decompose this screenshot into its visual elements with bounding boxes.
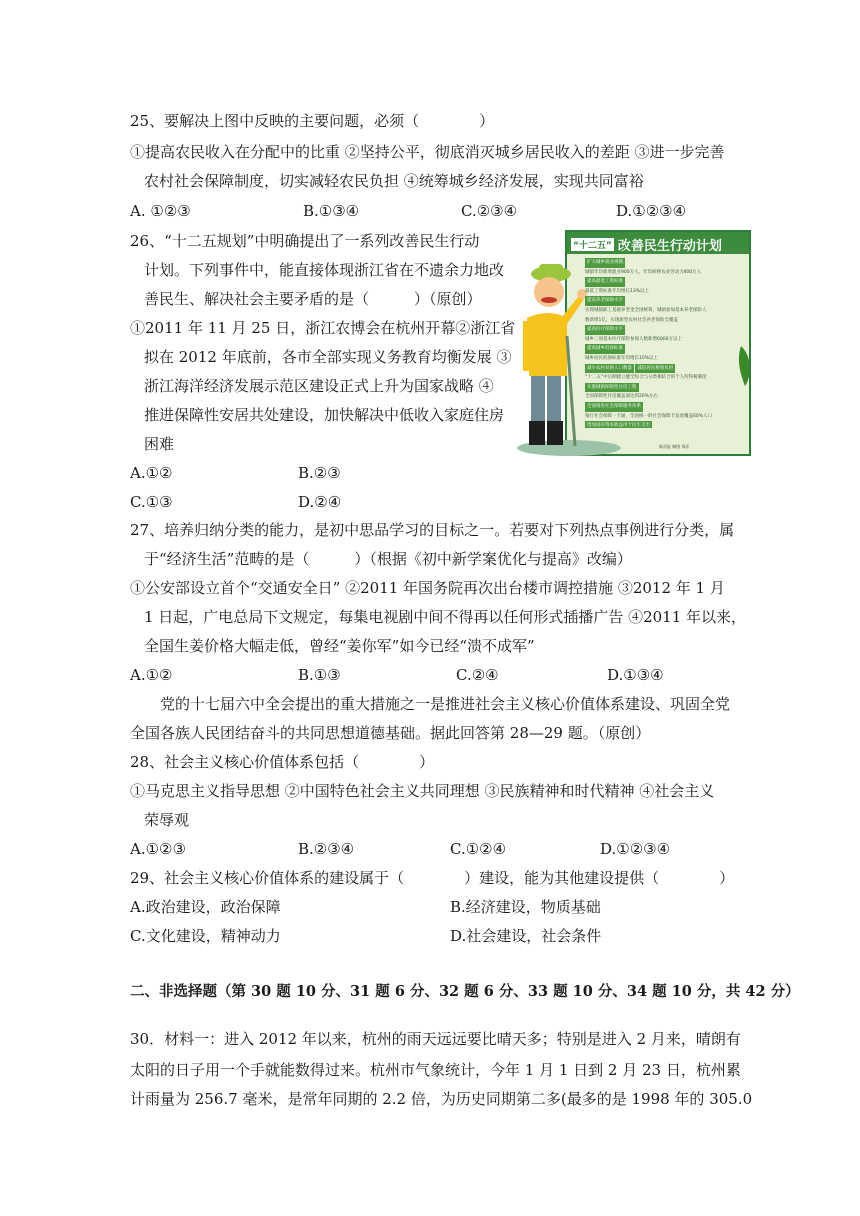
q27-line-5: 全国生姜价格大幅走低，曾经“姜你军”如今已经“溃不成军” (144, 637, 535, 655)
poster-item-list (585, 258, 745, 428)
poster-item: 城乡居民低保标准年均增长10%以上 (585, 355, 659, 361)
q26-choice-d: D.②④ (298, 493, 342, 511)
poster-item: 城乡三项基本医疗保险参保人数新增6000万以上 (585, 336, 682, 342)
q25-choice-a: A. ①②③ (130, 202, 191, 220)
poster-item: 减轻居民税收负担 (635, 364, 675, 374)
q26-line-4: ①2011 年 11 月 25 日，浙江农博会在杭州开幕②浙江省 (130, 319, 516, 337)
q27-choice-d: D.①③④ (607, 666, 664, 684)
q25-choice-b: B.①③④ (303, 202, 360, 220)
q28-choice-c: C.①②④ (450, 840, 507, 858)
q30-line-2: 太阳的日子用一个手就能数得过来。杭州市气象统计，今年 1 月 1 日到 2 月 23 日，杭州累 (130, 1061, 741, 1079)
poster-source: 新京报 制图 郑乐 (659, 444, 690, 449)
q28-choice-b: B.②③④ (298, 840, 355, 858)
poster-item: 实现城镇职工基础养老金全国统筹，城镇参加基本养老保险人 (585, 307, 707, 313)
q27-line-4: 1 日起，广电总局下文规定，每集电视剧中间不得再以任何形式插播广告 ④2011 年以来， (144, 608, 747, 626)
q25-stem: 25、要解决上图中反映的主要问题，必须（ ） (130, 112, 495, 130)
q26-line-5: 拟在 2012 年底前，各市全部实现义务教育均衡发展 ③ (144, 348, 512, 366)
q29-choice-b: B.经济建设，物质基础 (450, 898, 601, 916)
poster-item: 增加国有资本收益用于民生支出 (585, 421, 652, 428)
q27-line-2: 于“经济生活”范畴的是（ ）（根据《初中新学案优化与提高》改编） (144, 550, 632, 568)
poster-badge: “十二五” (571, 238, 614, 251)
q26-line-1: 26、“十二五规划”中明确提出了一系列改善民生行动 (130, 232, 480, 250)
q26-choice-b: B.②③ (298, 464, 341, 482)
q26-line-8: 困难 (144, 435, 175, 453)
poster-item: 提高医疗保障水平 (585, 325, 625, 335)
q28-options-line-2: 荣辱观 (144, 811, 190, 829)
q25-options-line-2: 农村社会保障制度，切实减轻农民负担 ④统筹城乡经济发展，实现共同富裕 (144, 172, 644, 190)
intro-line-2: 全国各族人民团结奋斗的共同思想道德基础。据此回答第 28—29 题。（原创） (130, 724, 651, 742)
q27-line-3: ①公安部设立首个“交通安全日” ②2011 年国务院再次出台楼市调控措施 ③2012 年 1 月 (130, 579, 725, 597)
poster-item: 数新增1亿，实现新型农村社会养老保险全覆盖 (585, 317, 678, 323)
q29-choice-a: A.政治建设，政治保障 (130, 898, 281, 916)
q28-choice-d: D.①②③④ (600, 840, 671, 858)
livelihood-plan-poster (509, 226, 752, 459)
poster-item: 减少农村贫困人口数量 (585, 364, 634, 374)
poster-item: 提高养老保障水平 (585, 296, 625, 306)
q29-choice-c: C.文化建设，精神动力 (130, 927, 281, 945)
poster-item: 全国保障性住房覆盖面达到20%左右 (585, 394, 659, 400)
poster-item: “十二五”中后期建立健全综合与分类相结合的个人所得税制度 (585, 375, 707, 381)
poster-title: 改善民生行动计划 (617, 238, 722, 254)
q27-choice-a: A.①② (130, 666, 173, 684)
q27-line-1: 27、培养归纳分类的能力，是初中思品学习的目标之一。若要对下列热点事例进行分类，属 (130, 521, 735, 539)
poster-item: 实施城镇保障性住房工程 (585, 383, 639, 393)
poster-item: 城镇年均新增就业900万人，年均转移农业劳动力800万人 (585, 269, 702, 275)
q27-choice-b: B.①③ (298, 666, 341, 684)
q25-choice-c: C.②③④ (461, 202, 518, 220)
poster-item: 提高城乡低保标准 (585, 344, 625, 354)
q28-stem: 28、社会主义核心价值体系包括（ ） (130, 753, 435, 771)
q26-line-2: 计划。下列事件中，能直接体现浙江省在不遗余力地改 (144, 261, 505, 279)
q25-options-line-1: ①提高农民收入在分配中的比重 ②坚持公平，彻底消灭城乡居民收入的差距 ③进一步完善 (130, 143, 725, 161)
q29-choice-d: D.社会建设，社会条件 (450, 927, 602, 945)
q26-choice-a: A.①② (130, 464, 173, 482)
q26-choice-c: C.①③ (130, 493, 173, 511)
poster-item: 全面推进社会保障服务体系 (585, 402, 643, 412)
poster-item: 提高最低工资标准 (585, 277, 625, 287)
q27-choice-c: C.②④ (456, 666, 499, 684)
poster-item: 扩大城乡就业规模 (585, 258, 625, 268)
q30-line-3: 计雨量为 256.7 毫米，是常年同期的 2.2 倍，为历史同期第二多(最多的是 1998 年的 305.0 (130, 1090, 753, 1108)
poster-item: 最低工资标准年均增长13%以上 (585, 288, 650, 294)
q26-line-6: 浙江海洋经济发展示范区建设正式上升为国家战略 ④ (144, 377, 494, 395)
q26-line-7: 推进保障性安居共处建设，加快解决中低收入家庭住房 (144, 406, 505, 424)
q25-choice-d: D.①②③④ (616, 202, 687, 220)
poster-item: 推行社会保障一卡通，全国统一的社会保障卡发放覆盖60%人口 (585, 413, 712, 419)
q28-options-line-1: ①马克思主义指导思想 ②中国特色社会主义共同理想 ③民族精神和时代精神 ④社会主义 (130, 782, 715, 800)
intro-line-1: 党的十七届六中全会提出的重大措施之一是推进社会主义核心价值体系建设、巩固全党 (160, 695, 731, 713)
q28-choice-a: A.①②③ (130, 840, 186, 858)
q30-line-1: 30．材料一：进入 2012 年以来，杭州的雨天远远要比晴天多；特别是进入 2 月来，晴朗有 (130, 1030, 741, 1048)
q29-stem: 29、社会主义核心价值体系的建设属于（ ）建设，能为其他建设提供（ ） (130, 869, 735, 887)
section-2-heading: 二、非选择题（第 30 题 10 分、31 题 6 分、32 题 6 分、33 题 10 分、34 题 10 分，共 42 分） (130, 983, 800, 1000)
q26-line-3: 善民生、解决社会主要矛盾的是（ ）（原创） (144, 290, 482, 308)
